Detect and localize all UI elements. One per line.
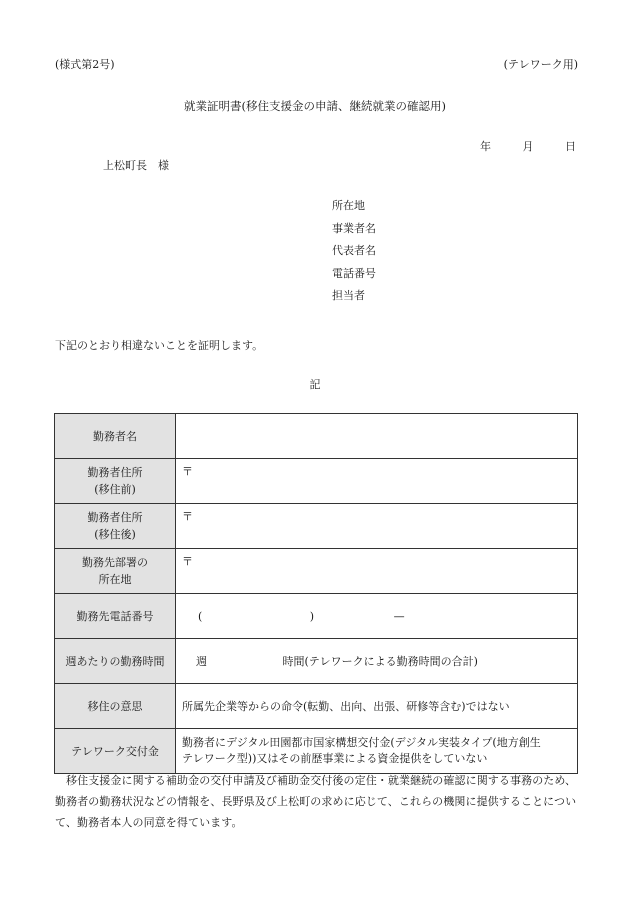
table-row — [55, 639, 578, 684]
address-before-field[interactable] — [176, 459, 578, 504]
address-after-label-line1: 勤務者住所 — [87, 511, 143, 524]
employer-field-address: 所在地 — [332, 199, 365, 212]
address-after-field[interactable] — [176, 504, 578, 549]
date-day: 日 — [565, 140, 576, 153]
address-before-label-line2: (移住前) — [94, 483, 136, 496]
document-title: 就業証明書(移住支援金の申請、継続就業の確認用) — [184, 99, 446, 113]
office-location-label-line2: 所在地 — [98, 573, 132, 586]
info-table — [54, 413, 578, 774]
table-row — [55, 414, 578, 459]
employer-field-representative: 代表者名 — [332, 244, 376, 257]
office-location-label-line1: 勤務先部署の — [82, 556, 148, 569]
phone-open-paren: ( — [198, 609, 203, 623]
table-row — [55, 549, 578, 594]
address-after-label-line2: (移住後) — [94, 528, 136, 541]
weekly-suffix: 時間(テレワークによる勤務時間の合計) — [282, 655, 478, 668]
phone-close-paren: ) — [309, 609, 315, 623]
employer-field-contact: 担当者 — [332, 289, 365, 302]
employer-field-phone: 電話番号 — [332, 266, 376, 280]
date-month: 月 — [522, 140, 534, 153]
postal-mark: 〒 — [182, 465, 193, 478]
intent-value: 所属先企業等からの命令(転勤、出向、出張、研修等含む)ではない — [176, 684, 578, 729]
certification-statement: 下記のとおり相違ないことを証明します。 — [55, 339, 264, 352]
date-line — [480, 138, 576, 154]
office-phone-label: 勤務先電話番号 — [55, 594, 176, 639]
address-after-label — [55, 504, 176, 549]
phone-dash: — — [393, 609, 405, 623]
addressee: 上松町長 様 — [103, 159, 169, 172]
address-before-label-line1: 勤務者住所 — [87, 466, 143, 479]
ki-heading: 記 — [309, 378, 321, 391]
weekly-hours-field[interactable] — [176, 639, 578, 684]
table-row — [55, 729, 578, 774]
grant-value-line1: 勤務者にデジタル田園都市国家構想交付金(デジタル実装タイプ(地方創生 — [182, 736, 541, 749]
table-row — [55, 504, 578, 549]
usage-tag: (テレワーク用) — [503, 58, 578, 71]
consent-paragraph: 移住支援金に関する補助金の交付申請及び補助金交付後の定住・就業継続の確認に関する事務のため、勤務者の勤務状況などの情報を、長野県及び上松町の求めに応じて、これらの機関に提供することについて、勤務者本人の同意を得ています。 — [55, 774, 577, 829]
grant-value-line2: テレワーク型))又はその前歴事業による資金提供をしていない — [182, 752, 488, 765]
office-phone-field[interactable] — [176, 594, 578, 639]
employer-field-company: 事業者名 — [332, 221, 376, 235]
grant-label: テレワーク交付金 — [55, 729, 176, 774]
weekly-hours-label: 週あたりの勤務時間 — [55, 639, 176, 684]
intent-label: 移住の意思 — [55, 684, 176, 729]
grant-value — [176, 729, 578, 774]
office-location-field[interactable] — [176, 549, 578, 594]
table-row — [55, 684, 578, 729]
form-number: (様式第2号) — [55, 58, 115, 71]
employer-block — [332, 195, 376, 308]
worker-name-field[interactable] — [176, 414, 578, 459]
postal-mark: 〒 — [182, 510, 193, 523]
table-row — [55, 594, 578, 639]
table-row — [55, 459, 578, 504]
address-before-label — [55, 459, 176, 504]
weekly-prefix: 週 — [196, 655, 207, 668]
date-year: 年 — [480, 140, 491, 153]
worker-name-label: 勤務者名 — [55, 414, 176, 459]
office-location-label — [55, 549, 176, 594]
postal-mark: 〒 — [182, 555, 193, 568]
